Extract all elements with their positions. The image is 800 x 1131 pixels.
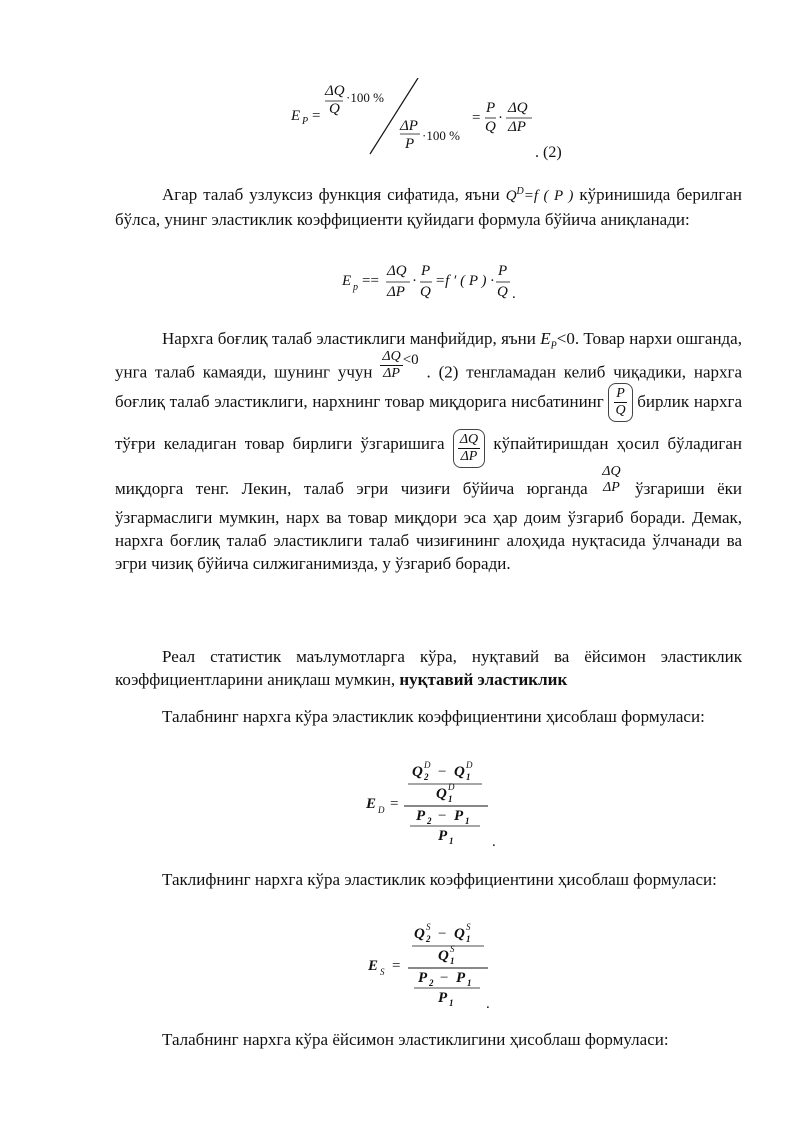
eq2-rhs-equals: = bbox=[472, 110, 481, 126]
ed-minus-p: − bbox=[438, 808, 447, 824]
es-end: . bbox=[486, 996, 490, 1012]
ed-lhs-sub: D bbox=[378, 805, 385, 815]
eq3-lhs: E bbox=[342, 273, 352, 289]
es-q1-den: Q bbox=[438, 948, 449, 964]
para1-text-a: Агар талаб узлуксиз функция сифатида, яъни bbox=[162, 185, 500, 204]
es-minus-p: − bbox=[440, 970, 449, 986]
ed-lhs: E bbox=[366, 796, 377, 812]
es-lhs-sub: S bbox=[380, 967, 385, 977]
ed-q1-sup: D bbox=[466, 760, 473, 770]
para2-t4: бирлик нархга тўғри келадиган товар бирлиги ўзгаришига bbox=[115, 392, 743, 454]
es-p2: P bbox=[418, 970, 428, 986]
ed-p1-sub: 1 bbox=[465, 816, 470, 826]
para2-t5: кўпайтиришдан ҳосил бўладиган миқдорга тенг. Лекин, талаб эгри чизиғи бўйича юрганда bbox=[115, 434, 743, 499]
ed-q1-sub: 1 bbox=[466, 772, 471, 782]
para2-t1: Нархга боғлиқ талаб эластиклиги манфийдир, яъни bbox=[162, 329, 536, 348]
eq2-top-num: ΔQ bbox=[325, 83, 345, 99]
eq2-rhs-p: P bbox=[486, 100, 496, 116]
eq2-percent-top: ·100 % bbox=[346, 90, 384, 105]
paragraph-negative-elasticity bbox=[115, 327, 742, 575]
eq3-end: . bbox=[512, 286, 516, 302]
es-p1-den-sub: 1 bbox=[449, 998, 454, 1008]
es-p2-sub: 2 bbox=[429, 978, 434, 988]
para4-text: Талабнинг нархга кўра эластиклик коэффициентини ҳисоблаш формуласи: bbox=[162, 707, 705, 726]
ed-p1-den-sub: 1 bbox=[449, 836, 454, 846]
equation-demand-elasticity bbox=[360, 756, 510, 852]
paragraph-continuous-demand bbox=[115, 180, 742, 231]
para2-t2: . Товар нархи ошганда, унга талаб камаяди, шунинг учун bbox=[115, 329, 742, 382]
ed-end: . bbox=[492, 834, 496, 850]
eq3-lhs-sub: p bbox=[353, 282, 358, 293]
eq2-rhs-dq: ΔQ bbox=[508, 100, 528, 116]
es-eq: = bbox=[392, 958, 401, 974]
para5-text: Таклифнинг нархга кўра эластиклик коэффициентини ҳисоблаш формуласи: bbox=[162, 870, 717, 889]
eq2-bot-num: ΔP bbox=[400, 118, 418, 134]
para6-text: Талабнинг нархга кўра ёйсимон эластиклигини ҳисоблаш формуласи: bbox=[162, 1030, 669, 1049]
es-q1-den-sub: 1 bbox=[450, 956, 455, 966]
ed-q2-sup: D bbox=[424, 760, 431, 770]
eq3-q: Q bbox=[420, 284, 431, 300]
es-q1: Q bbox=[454, 926, 465, 942]
eq2-rhs-q: Q bbox=[485, 119, 496, 135]
paragraph-supply-formula-intro bbox=[115, 868, 742, 891]
eq3-dq: ΔQ bbox=[387, 263, 407, 279]
eq3-p2: P bbox=[498, 263, 508, 279]
es-p1-sub: 1 bbox=[467, 978, 472, 988]
para2-t6: ўзгариши ёки ўзгармаслиги мумкин, нарх ва товар миқдори эса ҳар доим ўзгариб боради. Демак, нархга боғлиқ талаб эластиклиги талаб чизиғининг алоҳида нуқтасида ўлчанади ва эгри чизиқ бўйича силжиганимизда, у ўзгариб боради. bbox=[115, 479, 743, 574]
eq2-rhs-dp: ΔP bbox=[508, 119, 526, 135]
para1-text-b: кўринишида берилган бўлса, унинг эластиклик коэффициенти қуйидаги формула бўйича аниқланади: bbox=[115, 185, 743, 229]
ed-q1-den-sup: D bbox=[448, 782, 455, 792]
equation-supply-elasticity bbox=[366, 920, 516, 1016]
paragraph-point-arc bbox=[115, 645, 742, 691]
eq2-lhs-sub: P bbox=[302, 116, 309, 127]
para3-bold: нуқтавий эластиклик bbox=[399, 670, 568, 689]
es-lhs: E bbox=[368, 958, 379, 974]
para2-lt0b: <0 bbox=[402, 351, 419, 368]
ed-p2: P bbox=[416, 808, 426, 824]
eq3-eq: == bbox=[362, 273, 379, 289]
eq2-top-den: Q bbox=[329, 101, 340, 117]
eq2-label: . (2) bbox=[535, 144, 562, 161]
eq2-equals: = bbox=[312, 108, 321, 124]
eq3-p: P bbox=[421, 263, 431, 279]
eq3-dp: ΔP bbox=[387, 284, 405, 300]
es-p1: P bbox=[456, 970, 466, 986]
ed-q1-den-sub: 1 bbox=[448, 794, 453, 804]
eq3-q2: Q bbox=[497, 284, 508, 300]
es-q2-sub: 2 bbox=[426, 934, 431, 944]
es-q1-den-sup: S bbox=[450, 944, 455, 954]
ed-q2: Q bbox=[412, 764, 423, 780]
es-q2: Q bbox=[414, 926, 425, 942]
ed-q1: Q bbox=[454, 764, 465, 780]
equation-2 bbox=[280, 78, 580, 168]
para2-ep: $E_P<0$ bbox=[540, 329, 575, 352]
para1-inline-formula: $Q^D=f$ ( P ) bbox=[505, 186, 574, 204]
eq2-bot-den: P bbox=[405, 136, 415, 152]
eq3-fprime: =f ′ ( P ) · bbox=[435, 273, 494, 289]
ed-eq: = bbox=[390, 796, 399, 812]
es-q2-sup: S bbox=[426, 922, 431, 932]
eq2-rhs-dot: · bbox=[498, 110, 503, 126]
para2-dq-dp-fraction-2: ΔQ ΔP bbox=[602, 464, 621, 496]
paragraph-demand-formula-intro bbox=[115, 705, 742, 728]
ed-p1-den: P bbox=[438, 828, 448, 844]
paragraph-arc-elasticity-intro bbox=[115, 1028, 742, 1051]
es-q1-sup: S bbox=[466, 922, 471, 932]
ed-p1: P bbox=[454, 808, 464, 824]
para2-t3: . (2) тенгламадан келиб чиқадики, нархга боғлиқ талаб эластиклиги, нархнинг товар миқдорига нисбатининг bbox=[115, 362, 743, 412]
ed-p2-sub: 2 bbox=[427, 816, 432, 826]
es-p1-den: P bbox=[438, 990, 448, 1006]
para2-dq-dp-fraction: $\frac{\Delta Q}{\Delta P}$ bbox=[382, 349, 401, 382]
para3-text: Реал статистик маълумотларга кўра, нуқтавий ва ёйсимон эластиклик коэффициентларини аниқлаш мумкин, bbox=[115, 647, 742, 689]
ed-q1-den: Q bbox=[436, 786, 447, 802]
eq2-percent-bottom: ·100 % bbox=[422, 128, 460, 143]
ed-minus: − bbox=[438, 764, 447, 780]
eq3-dot: · bbox=[412, 273, 417, 289]
equation-point-elasticity bbox=[340, 258, 540, 308]
para2-p-over-q: $\frac{P}{Q}$ bbox=[608, 383, 632, 422]
es-q1-sub: 1 bbox=[466, 934, 471, 944]
ed-q2-sub: 2 bbox=[424, 772, 429, 782]
para2-dq-over-dp: $\frac{\Delta Q}{\Delta P}$ bbox=[453, 429, 485, 468]
eq2-lhs: E bbox=[291, 108, 301, 124]
es-minus: − bbox=[438, 926, 447, 942]
equation-ed-graphic bbox=[360, 756, 510, 852]
